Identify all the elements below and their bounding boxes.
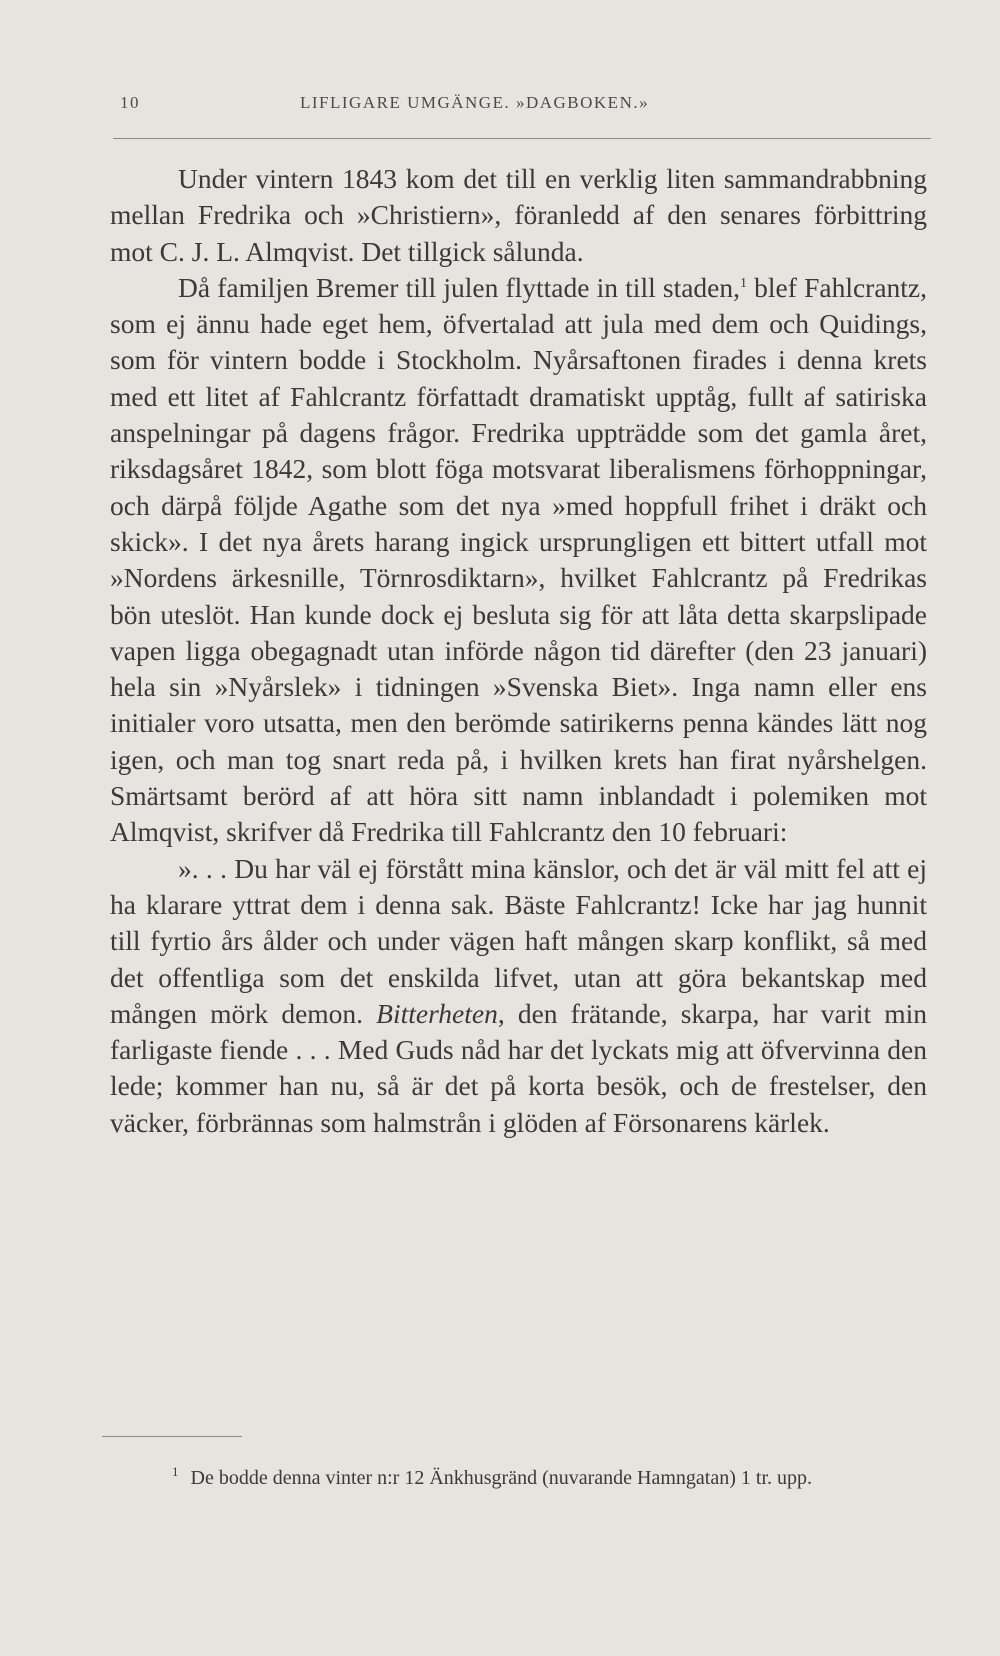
paragraph-text: , den frätande, skarpa, har varit min farligaste fiende . . . Med Guds nåd har det lyckats mig att öfvervinna den lede; kommer han nu, så är det på korta besök, och de frestelser, den väcker, förbrännas som halmstrån i glöden af Försonarens kärlek. xyxy=(110,997,928,1138)
paragraph-text: Då familjen Bremer till julen flyttade in till staden, xyxy=(178,271,741,303)
footnote-mark: 1 xyxy=(172,1464,179,1480)
paragraph xyxy=(110,270,927,851)
header-rule xyxy=(113,138,931,139)
page-header xyxy=(120,93,930,119)
footnote-rule xyxy=(102,1436,242,1437)
quoted-letter xyxy=(110,851,927,1141)
body-text xyxy=(110,161,927,1141)
footnote-text: De bodde denna vinter n:r 12 Änkhusgränd (nuvarande Hamngatan) 1 tr. upp. xyxy=(190,1467,812,1489)
paragraph-text: blef Fahlcrantz, som ej ännu hade eget hem, öfvertalad att jula med dem och Quidings, som för vintern bodde i Stockholm. Nyårsaftonen firades i denna krets med ett litet af Fahlcrantz författadt dramatiskt upptåg, fullt af satiriska anspelningar på dagens frågor. Fredrika uppträdde som det gamla året, riksdagsåret 1842, som blott föga motsvarat liberalismens förhoppningar, och därpå följde Agathe som det nya »med hoppfull frihet i dräkt och skick». I det nya årets harang ingick ursprungligen ett bittert utfall mot »Nordens ärkesnille, Törnrosdiktarn», hvilket Fahlcrantz på Fredrikas bön uteslöt. Han kunde dock ej besluta sig för att låta detta skarpslipade vapen ligga obegagnadt utan införde någon tid därefter (den 23 januari) hela sin »Nyårslek» i tidningen »Svenska Biet». Inga namn eller ens initialer voro utsatta, men den berömde satirikerns penna kändes lätt nog igen, och man tog snart reda på, i hvilken krets han firat nyårshelgen. Smärtsamt berörd af att höra sitt namn inblandadt i polemiken mot Almqvist, skrifver då Fredrika till Fahlcrantz den 10 februari: xyxy=(110,271,928,848)
footnote-reference: 1 xyxy=(740,275,748,291)
paragraph-text: ». . . Du har väl ej förstått mina känslor, och det är väl mitt fel att ej ha klarare yttrat dem i denna sak. Bäste Fahlcrantz! Icke har jag hunnit till fyrtio års ålder och under vägen haft mången skarp konflikt, så med det offentliga som det enskilda lifvet, utan att göra bekantskap med mången mörk demon. xyxy=(110,852,927,1029)
paragraph xyxy=(110,161,927,270)
running-head: LIFLIGARE UMGÄNGE. »DAGBOKEN.» xyxy=(300,93,650,112)
paragraph-text: Under vintern 1843 kom det till en verklig liten sammandrabbning mellan Fredrika och »Christiern», föranledd af den senares förbittring mot C. J. L. Almqvist. Det tillgick sålunda. xyxy=(110,163,927,267)
italic-word: Bitterheten xyxy=(376,997,498,1029)
page-number: 10 xyxy=(120,93,140,112)
footnote xyxy=(102,1464,910,1493)
